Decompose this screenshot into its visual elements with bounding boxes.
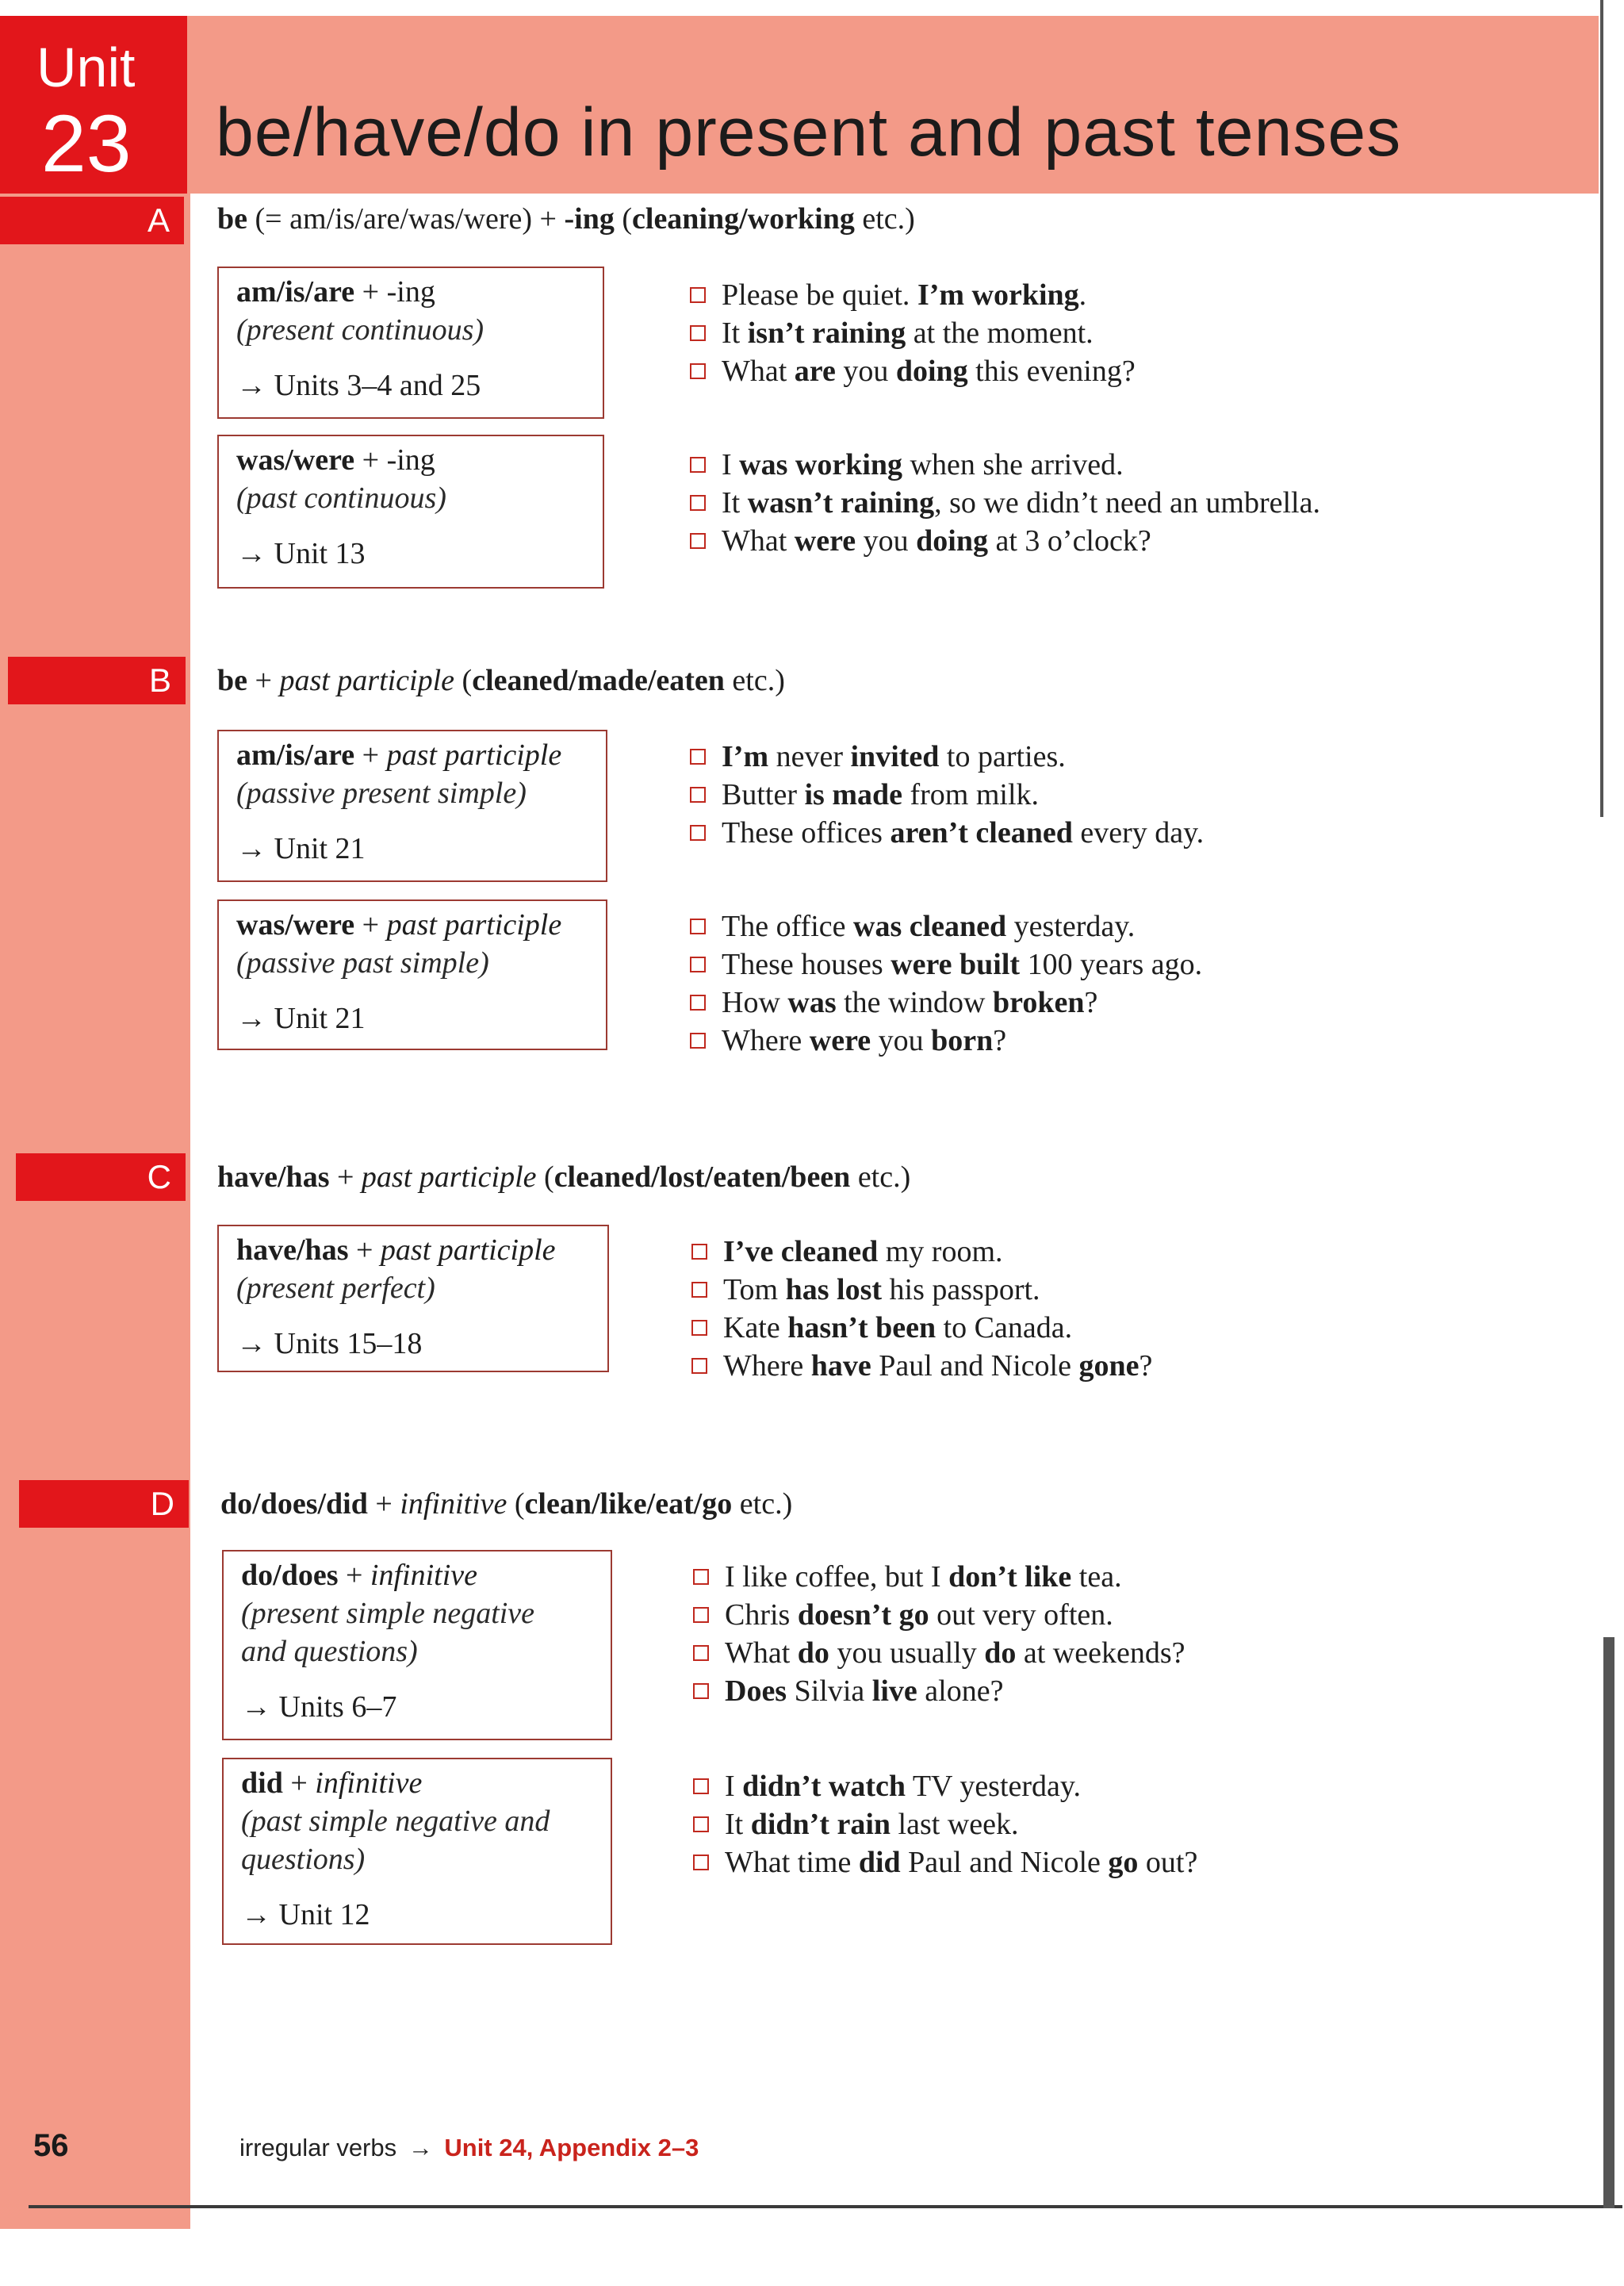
bullet-square-icon bbox=[693, 1778, 709, 1794]
text-run: The office bbox=[722, 910, 853, 943]
text-run: These offices bbox=[722, 816, 891, 850]
ref-box-tense: (passive past simple) bbox=[236, 946, 489, 980]
example-sentence bbox=[693, 1634, 1185, 1672]
italic-text: past participle bbox=[279, 664, 455, 697]
bullet-square-icon bbox=[691, 1320, 707, 1336]
text-run: his passport. bbox=[882, 1273, 1040, 1306]
ref-box-tense: (present simple negative bbox=[241, 1597, 535, 1630]
text-run: + bbox=[282, 1766, 316, 1800]
text-run: last week. bbox=[891, 1808, 1019, 1841]
bullet-square-icon bbox=[690, 495, 706, 511]
ref-box-unit-link: → Units 3–4 and 25 bbox=[236, 369, 481, 402]
ref-box-present-continuous bbox=[217, 267, 604, 419]
example-sentence bbox=[690, 352, 1136, 390]
text-run: What time bbox=[725, 1846, 859, 1879]
section-b-heading bbox=[217, 663, 785, 700]
bullet-square-icon bbox=[690, 457, 706, 473]
text-run: It bbox=[722, 316, 748, 350]
bold-text: do/does bbox=[241, 1559, 339, 1592]
ref-box-passive-present bbox=[217, 730, 607, 882]
bullet-square-icon bbox=[691, 1282, 707, 1298]
example-sentence bbox=[690, 522, 1320, 560]
text-run: you bbox=[871, 1024, 932, 1057]
text-run: ( bbox=[507, 1487, 525, 1521]
bold-text: cleaning/working bbox=[632, 202, 855, 236]
text-run: tea. bbox=[1071, 1560, 1122, 1594]
section-tab-d: D bbox=[19, 1480, 189, 1528]
arrow-right-icon: → bbox=[408, 2134, 433, 2161]
example-sentence bbox=[693, 1767, 1197, 1805]
text-run: + -ing bbox=[354, 443, 435, 477]
footer-unit-link[interactable]: Unit 24, Appendix 2–3 bbox=[444, 2134, 699, 2161]
text-run: every day. bbox=[1072, 816, 1205, 850]
bold-text: do bbox=[797, 1636, 829, 1670]
bullet-square-icon bbox=[693, 1816, 709, 1832]
example-sentence bbox=[693, 1558, 1185, 1596]
footer-cross-reference bbox=[239, 2134, 699, 2162]
text-run: to parties. bbox=[939, 740, 1066, 773]
section-tab-c: C bbox=[16, 1153, 186, 1201]
bold-text: cleaned/lost/eaten/been bbox=[553, 1160, 851, 1194]
example-sentence bbox=[690, 776, 1204, 814]
example-list bbox=[690, 276, 1136, 390]
ref-box-formula bbox=[236, 1231, 590, 1269]
section-d-heading bbox=[220, 1486, 792, 1523]
bold-text: I’ve cleaned bbox=[723, 1235, 879, 1268]
text-run: + -ing bbox=[354, 275, 435, 309]
bullet-square-icon bbox=[691, 1358, 707, 1374]
text-run: ( bbox=[536, 1160, 554, 1194]
text-run: etc.) bbox=[854, 202, 915, 236]
text-run: am/is/are/was/were bbox=[289, 202, 523, 236]
text-run: These houses bbox=[722, 948, 891, 981]
text-run: I bbox=[722, 448, 740, 481]
example-list bbox=[690, 446, 1320, 560]
bullet-square-icon bbox=[690, 287, 706, 303]
example-sentence bbox=[690, 907, 1202, 945]
bullet-square-icon bbox=[690, 363, 706, 379]
bullet-square-icon bbox=[693, 1569, 709, 1585]
ref-box-past-simple bbox=[222, 1758, 612, 1945]
ref-box-tense-cont: questions) bbox=[241, 1843, 366, 1876]
example-sentence bbox=[690, 814, 1204, 852]
bold-text: do/does/did bbox=[220, 1487, 368, 1521]
bold-text: didn’t rain bbox=[750, 1808, 891, 1841]
bold-text: I’m bbox=[722, 740, 769, 773]
text-run: the window bbox=[836, 986, 993, 1019]
text-run: Where bbox=[722, 1024, 810, 1057]
text-run: at the moment. bbox=[906, 316, 1094, 350]
bold-text: be bbox=[217, 202, 247, 236]
text-run: you bbox=[856, 524, 917, 558]
section-a-heading bbox=[217, 201, 915, 238]
text-run: Tom bbox=[723, 1273, 786, 1306]
page-title: be/have/do in present and past tenses bbox=[216, 94, 1402, 171]
bullet-square-icon bbox=[690, 957, 706, 972]
bold-text: don’t like bbox=[948, 1560, 1072, 1594]
bold-text: do bbox=[984, 1636, 1017, 1670]
text-run: Butter bbox=[722, 778, 805, 811]
bold-text: was/were bbox=[236, 908, 355, 942]
text-run: etc.) bbox=[724, 664, 785, 697]
text-run: + bbox=[354, 908, 387, 942]
text-run: TV yesterday. bbox=[906, 1770, 1081, 1803]
text-run: Silvia bbox=[787, 1674, 872, 1708]
bold-text: clean/like/eat/go bbox=[524, 1487, 733, 1521]
ref-box-present-simple bbox=[222, 1550, 612, 1740]
bold-text: doing bbox=[916, 524, 988, 558]
page-number: 56 bbox=[33, 2128, 69, 2163]
text-run: you usually bbox=[829, 1636, 985, 1670]
bold-text: gone bbox=[1078, 1349, 1139, 1383]
text-run: etc.) bbox=[850, 1160, 911, 1194]
italic-text: infinitive bbox=[370, 1559, 477, 1592]
bullet-square-icon bbox=[693, 1607, 709, 1623]
text-run: yesterday. bbox=[1006, 910, 1136, 943]
text-run: What bbox=[722, 524, 795, 558]
section-c-heading bbox=[217, 1160, 910, 1196]
bold-text: were bbox=[794, 524, 856, 558]
ref-box-unit-link: → Units 15–18 bbox=[236, 1327, 423, 1360]
example-sentence bbox=[691, 1347, 1152, 1385]
example-sentence bbox=[690, 276, 1136, 314]
text-run: from milk. bbox=[902, 778, 1040, 811]
text-run: + bbox=[247, 664, 280, 697]
italic-text: past participle bbox=[380, 1233, 556, 1267]
bold-text: born bbox=[931, 1024, 994, 1057]
bold-text: live bbox=[871, 1674, 917, 1708]
ref-box-tense-cont: and questions) bbox=[241, 1635, 418, 1668]
text-run: Paul and Nicole bbox=[900, 1846, 1109, 1879]
bullet-square-icon bbox=[693, 1645, 709, 1661]
unit-number: 23 bbox=[41, 98, 132, 189]
example-sentence bbox=[691, 1309, 1152, 1347]
text-run: + bbox=[329, 1160, 362, 1194]
text-run: never bbox=[768, 740, 851, 773]
example-list bbox=[691, 1233, 1152, 1385]
example-sentence bbox=[693, 1672, 1185, 1710]
bullet-square-icon bbox=[690, 787, 706, 803]
bullet-square-icon bbox=[691, 1244, 707, 1260]
ref-box-passive-past bbox=[217, 899, 607, 1050]
ref-box-tense: (present perfect) bbox=[236, 1271, 435, 1305]
example-sentence bbox=[690, 984, 1202, 1022]
bold-text: wasn’t raining bbox=[747, 486, 935, 520]
text-run: . bbox=[1078, 278, 1087, 312]
text-run: my room. bbox=[878, 1235, 1003, 1268]
bullet-square-icon bbox=[690, 995, 706, 1011]
example-sentence bbox=[690, 484, 1320, 522]
text-run: + bbox=[354, 738, 387, 772]
bullet-square-icon bbox=[690, 1033, 706, 1049]
bullet-square-icon bbox=[690, 749, 706, 765]
text-run: ? bbox=[1139, 1349, 1153, 1383]
page-edge-mark bbox=[1600, 0, 1603, 817]
ref-box-formula bbox=[236, 273, 585, 311]
italic-text: past participle bbox=[361, 1160, 537, 1194]
text-run: alone? bbox=[917, 1674, 1004, 1708]
bold-text: isn’t raining bbox=[747, 316, 906, 350]
text-run: How bbox=[722, 986, 788, 1019]
text-run: ( bbox=[454, 664, 473, 697]
text-run: out? bbox=[1138, 1846, 1198, 1879]
bold-text: doesn’t go bbox=[797, 1598, 929, 1632]
section-tab-b: B bbox=[8, 657, 186, 704]
bullet-square-icon bbox=[690, 325, 706, 341]
bold-text: were bbox=[809, 1024, 871, 1057]
text-run: when she arrived. bbox=[902, 448, 1124, 481]
text-run: 100 years ago. bbox=[1020, 948, 1203, 981]
text-run: + bbox=[367, 1487, 400, 1521]
bold-text: are bbox=[794, 355, 836, 388]
text-run: at weekends? bbox=[1016, 1636, 1185, 1670]
text-run: etc.) bbox=[732, 1487, 793, 1521]
bold-text: aren’t cleaned bbox=[890, 816, 1073, 850]
text-run: you bbox=[835, 355, 896, 388]
text-run: Kate bbox=[723, 1311, 788, 1344]
text-run: + bbox=[348, 1233, 381, 1267]
ref-box-unit-link: → Unit 21 bbox=[236, 1002, 366, 1035]
bold-text: is made bbox=[804, 778, 902, 811]
footer-note-text: irregular verbs bbox=[239, 2134, 397, 2161]
example-sentence bbox=[693, 1843, 1197, 1881]
page-edge-mark bbox=[1603, 1637, 1614, 2208]
example-sentence bbox=[693, 1596, 1185, 1634]
bold-text: be bbox=[217, 664, 247, 697]
text-run: ( bbox=[614, 202, 633, 236]
ref-box-unit-link: → Unit 12 bbox=[241, 1898, 370, 1931]
bold-text: am/is/are bbox=[236, 275, 355, 309]
text-run: + bbox=[338, 1559, 370, 1592]
bullet-square-icon bbox=[690, 919, 706, 934]
ref-box-unit-link: → Unit 21 bbox=[236, 832, 366, 865]
text-run: What bbox=[722, 355, 795, 388]
text-run: Where bbox=[723, 1349, 811, 1383]
bold-text: was bbox=[787, 986, 837, 1019]
bold-text: invited bbox=[850, 740, 940, 773]
ref-box-tense: (present continuous) bbox=[236, 313, 485, 347]
ref-box-tense: (passive present simple) bbox=[236, 777, 527, 810]
example-sentence bbox=[690, 314, 1136, 352]
ref-box-present-perfect bbox=[217, 1225, 609, 1372]
example-list bbox=[690, 738, 1204, 852]
italic-text: infinitive bbox=[315, 1766, 423, 1800]
bold-text: am/is/are bbox=[236, 738, 355, 772]
bold-text: did bbox=[858, 1846, 901, 1879]
side-color-strip bbox=[0, 16, 190, 2229]
ref-box-unit-link: → Units 6–7 bbox=[241, 1690, 397, 1724]
text-run: It bbox=[725, 1808, 751, 1841]
example-sentence bbox=[690, 446, 1320, 484]
italic-text: past participle bbox=[386, 908, 562, 942]
bold-text: were built bbox=[891, 948, 1021, 981]
text-run: ? bbox=[993, 1024, 1007, 1057]
bold-text: cleaned/made/eaten bbox=[472, 664, 725, 697]
bold-text: was working bbox=[739, 448, 903, 481]
text-run: Please be quiet. bbox=[722, 278, 917, 312]
example-sentence bbox=[690, 738, 1204, 776]
ref-box-formula bbox=[236, 736, 588, 774]
italic-text: infinitive bbox=[400, 1487, 508, 1521]
text-run: at 3 o’clock? bbox=[987, 524, 1151, 558]
text-run: I bbox=[725, 1770, 743, 1803]
bottom-rule bbox=[29, 2205, 1622, 2208]
bold-text: was/were bbox=[236, 443, 355, 477]
bold-text: I’m working bbox=[917, 278, 1079, 312]
text-run: Paul and Nicole bbox=[871, 1349, 1079, 1383]
example-list bbox=[693, 1558, 1185, 1710]
text-run: ? bbox=[1084, 986, 1098, 1019]
text-run: Chris bbox=[725, 1598, 798, 1632]
text-run: , so we didn’t need an umbrella. bbox=[934, 486, 1320, 520]
bullet-square-icon bbox=[693, 1854, 709, 1870]
ref-box-past-continuous bbox=[217, 435, 604, 589]
text-run: What bbox=[725, 1636, 798, 1670]
example-list bbox=[693, 1767, 1197, 1881]
bold-text: has lost bbox=[785, 1273, 883, 1306]
bold-text: Does bbox=[725, 1674, 787, 1708]
example-sentence bbox=[691, 1233, 1152, 1271]
example-list bbox=[690, 907, 1202, 1060]
example-sentence bbox=[691, 1271, 1152, 1309]
ref-box-tense: (past continuous) bbox=[236, 481, 446, 515]
italic-text: past participle bbox=[386, 738, 562, 772]
bold-text: have/has bbox=[217, 1160, 330, 1194]
text-run: ) + bbox=[522, 202, 565, 236]
bold-text: did bbox=[241, 1766, 283, 1800]
bullet-square-icon bbox=[693, 1683, 709, 1699]
unit-badge bbox=[0, 16, 187, 194]
bullet-square-icon bbox=[690, 825, 706, 841]
example-sentence bbox=[690, 945, 1202, 984]
ref-box-formula bbox=[236, 441, 585, 479]
text-run: out very often. bbox=[929, 1598, 1113, 1632]
text-run: It bbox=[722, 486, 748, 520]
section-tab-a: A bbox=[0, 197, 184, 244]
bullet-square-icon bbox=[690, 533, 706, 549]
bold-text: was cleaned bbox=[853, 910, 1007, 943]
bold-text: broken bbox=[993, 986, 1085, 1019]
example-sentence bbox=[690, 1022, 1202, 1060]
text-run: to Canada. bbox=[936, 1311, 1073, 1344]
ref-box-tense: (past simple negative and bbox=[241, 1805, 550, 1838]
bold-text: didn’t watch bbox=[742, 1770, 906, 1803]
bold-text: doing bbox=[895, 355, 968, 388]
bold-text: hasn’t been bbox=[787, 1311, 936, 1344]
unit-label: Unit bbox=[36, 36, 136, 98]
bold-text: go bbox=[1108, 1846, 1139, 1879]
text-run: this evening? bbox=[967, 355, 1136, 388]
example-sentence bbox=[693, 1805, 1197, 1843]
bold-text: have bbox=[810, 1349, 871, 1383]
text-run: I like coffee, but I bbox=[725, 1560, 949, 1594]
ref-box-formula bbox=[241, 1556, 593, 1594]
ref-box-formula bbox=[236, 906, 588, 944]
bold-text: have/has bbox=[236, 1233, 349, 1267]
bold-text: -ing bbox=[564, 202, 615, 236]
text-run: (= bbox=[247, 202, 290, 236]
ref-box-unit-link: → Unit 13 bbox=[236, 537, 366, 570]
ref-box-formula bbox=[241, 1764, 593, 1802]
